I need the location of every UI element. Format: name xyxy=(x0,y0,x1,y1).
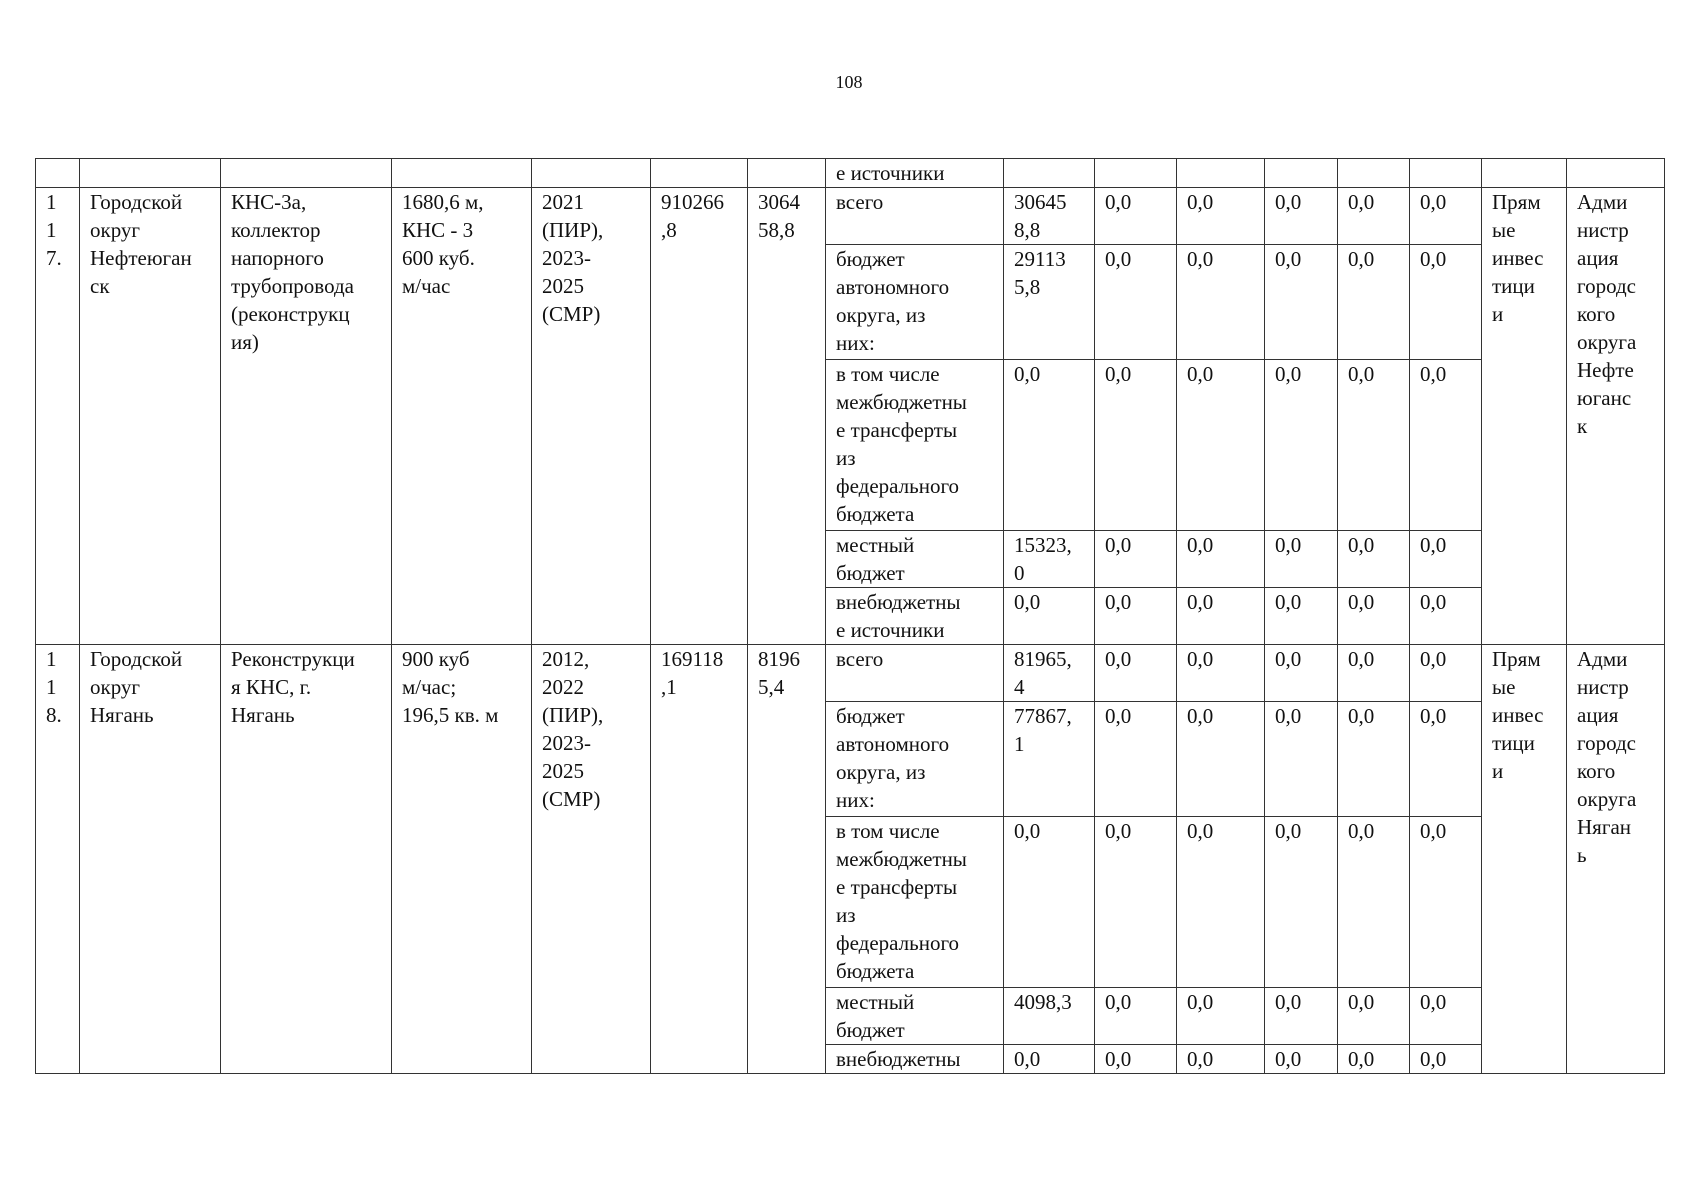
cell-value: 0,0 xyxy=(1177,645,1265,702)
cell-value: 0,0 xyxy=(1338,588,1410,645)
cell-value: 0,0 xyxy=(1004,588,1095,645)
table-row xyxy=(36,188,1665,245)
cell-responsible: Адми нистр ация городс кого округа Няган ь xyxy=(1567,645,1665,1074)
cell-value: 0,0 xyxy=(1265,188,1338,245)
cell-object: КНС-3а, коллектор напорного трубопровода (реконструкц ия) xyxy=(221,188,392,645)
cell-value: 0,0 xyxy=(1004,1045,1095,1074)
cell-value: 0,0 xyxy=(1410,188,1482,245)
cell-value: 29113 5,8 xyxy=(1004,245,1095,360)
cell-capacity xyxy=(392,159,532,188)
cell-value: 0,0 xyxy=(1177,988,1265,1045)
cell-value: 0,0 xyxy=(1177,188,1265,245)
cell-value: 0,0 xyxy=(1338,1045,1410,1074)
cell-total-cost: 169118 ,1 xyxy=(651,645,748,1074)
cell-value: 0,0 xyxy=(1177,817,1265,988)
cell-value: 0,0 xyxy=(1004,360,1095,531)
cell-source-label: е источники xyxy=(826,159,1004,188)
cell-value: 30645 8,8 xyxy=(1004,188,1095,245)
cell-value: 15323, 0 xyxy=(1004,531,1095,588)
cell-value xyxy=(1338,159,1410,188)
investment-table xyxy=(35,158,1665,1074)
cell-value: 0,0 xyxy=(1338,988,1410,1045)
cell-object: Реконструкци я КНС, г. Нягань xyxy=(221,645,392,1074)
table-row xyxy=(36,645,1665,702)
cell-municipality xyxy=(80,159,221,188)
cell-source-label: в том числе межбюджетны е трансферты из федерального бюджета xyxy=(826,360,1004,531)
cell-municipality: Городской округ Нефтеюган ск xyxy=(80,188,221,645)
cell-value: 0,0 xyxy=(1338,531,1410,588)
cell-value xyxy=(1095,159,1177,188)
cell-value: 0,0 xyxy=(1177,360,1265,531)
cell-source-label: в том числе межбюджетны е трансферты из федерального бюджета xyxy=(826,817,1004,988)
cell-value: 0,0 xyxy=(1265,588,1338,645)
cell-value xyxy=(1410,159,1482,188)
cell-value: 0,0 xyxy=(1410,988,1482,1045)
cell-value: 0,0 xyxy=(1338,188,1410,245)
cell-municipality: Городской округ Нягань xyxy=(80,645,221,1074)
cell-years xyxy=(532,159,651,188)
cell-years: 2012, 2022 (ПИР), 2023- 2025 (СМР) xyxy=(532,645,651,1074)
cell-value: 0,0 xyxy=(1265,702,1338,817)
cell-source-label: местный бюджет xyxy=(826,531,1004,588)
cell-years: 2021 (ПИР), 2023- 2025 (СМР) xyxy=(532,188,651,645)
cell-value: 0,0 xyxy=(1410,360,1482,531)
cell-value: 0,0 xyxy=(1265,645,1338,702)
cell-value: 0,0 xyxy=(1177,245,1265,360)
cell-value: 0,0 xyxy=(1338,645,1410,702)
cell-value xyxy=(1265,159,1338,188)
cell-value: 77867, 1 xyxy=(1004,702,1095,817)
cell-value: 0,0 xyxy=(1095,1045,1177,1074)
cell-value: 0,0 xyxy=(1410,531,1482,588)
cell-object xyxy=(221,159,392,188)
cell-source-label: всего xyxy=(826,188,1004,245)
cell-remaining-cost xyxy=(748,159,826,188)
cell-value: 0,0 xyxy=(1177,588,1265,645)
cell-value: 0,0 xyxy=(1095,531,1177,588)
cell-value: 0,0 xyxy=(1410,245,1482,360)
cell-value: 0,0 xyxy=(1338,817,1410,988)
page-number: 108 xyxy=(835,72,863,92)
table-body xyxy=(36,159,1665,1074)
cell-responsible: Адми нистр ация городс кого округа Нефте юганс к xyxy=(1567,188,1665,645)
cell-source-label: внебюджетны xyxy=(826,1045,1004,1074)
cell-value: 81965, 4 xyxy=(1004,645,1095,702)
cell-value: 0,0 xyxy=(1177,531,1265,588)
cell-value: 0,0 xyxy=(1095,245,1177,360)
cell-investment-form xyxy=(1482,159,1567,188)
cell-value: 0,0 xyxy=(1410,817,1482,988)
cell-value: 0,0 xyxy=(1095,360,1177,531)
cell-value: 0,0 xyxy=(1410,702,1482,817)
cell-value: 0,0 xyxy=(1338,702,1410,817)
cell-value: 0,0 xyxy=(1338,360,1410,531)
cell-number: 1 1 7. xyxy=(36,188,80,645)
cell-value: 0,0 xyxy=(1095,588,1177,645)
cell-number: 1 1 8. xyxy=(36,645,80,1074)
cell-value: 0,0 xyxy=(1265,1045,1338,1074)
cell-investment-form: Прям ые инвес тици и xyxy=(1482,645,1567,1074)
cell-source-label: местный бюджет xyxy=(826,988,1004,1045)
cell-capacity: 1680,6 м, КНС - 3 600 куб. м/час xyxy=(392,188,532,645)
cell-value: 0,0 xyxy=(1095,817,1177,988)
cell-source-label: бюджет автономного округа, из них: xyxy=(826,702,1004,817)
cell-investment-form: Прям ые инвес тици и xyxy=(1482,188,1567,645)
cell-value: 4098,3 xyxy=(1004,988,1095,1045)
cell-total-cost xyxy=(651,159,748,188)
cell-value xyxy=(1177,159,1265,188)
cell-remaining-cost: 8196 5,4 xyxy=(748,645,826,1074)
cell-remaining-cost: 3064 58,8 xyxy=(748,188,826,645)
cell-value: 0,0 xyxy=(1265,245,1338,360)
cell-value: 0,0 xyxy=(1410,588,1482,645)
cell-source-label: бюджет автономного округа, из них: xyxy=(826,245,1004,360)
cell-total-cost: 910266 ,8 xyxy=(651,188,748,645)
cell-source-label: внебюджетны е источники xyxy=(826,588,1004,645)
cell-value: 0,0 xyxy=(1004,817,1095,988)
continuation-row xyxy=(36,159,1665,188)
cell-source-label: всего xyxy=(826,645,1004,702)
cell-value xyxy=(1004,159,1095,188)
cell-number xyxy=(36,159,80,188)
cell-value: 0,0 xyxy=(1410,1045,1482,1074)
cell-value: 0,0 xyxy=(1095,988,1177,1045)
cell-value: 0,0 xyxy=(1265,360,1338,531)
cell-value: 0,0 xyxy=(1095,188,1177,245)
cell-value: 0,0 xyxy=(1265,817,1338,988)
cell-value: 0,0 xyxy=(1265,531,1338,588)
cell-responsible xyxy=(1567,159,1665,188)
cell-value: 0,0 xyxy=(1177,1045,1265,1074)
cell-value: 0,0 xyxy=(1095,702,1177,817)
cell-value: 0,0 xyxy=(1338,245,1410,360)
cell-value: 0,0 xyxy=(1177,702,1265,817)
cell-value: 0,0 xyxy=(1265,988,1338,1045)
cell-capacity: 900 куб м/час; 196,5 кв. м xyxy=(392,645,532,1074)
cell-value: 0,0 xyxy=(1095,645,1177,702)
cell-value: 0,0 xyxy=(1410,645,1482,702)
